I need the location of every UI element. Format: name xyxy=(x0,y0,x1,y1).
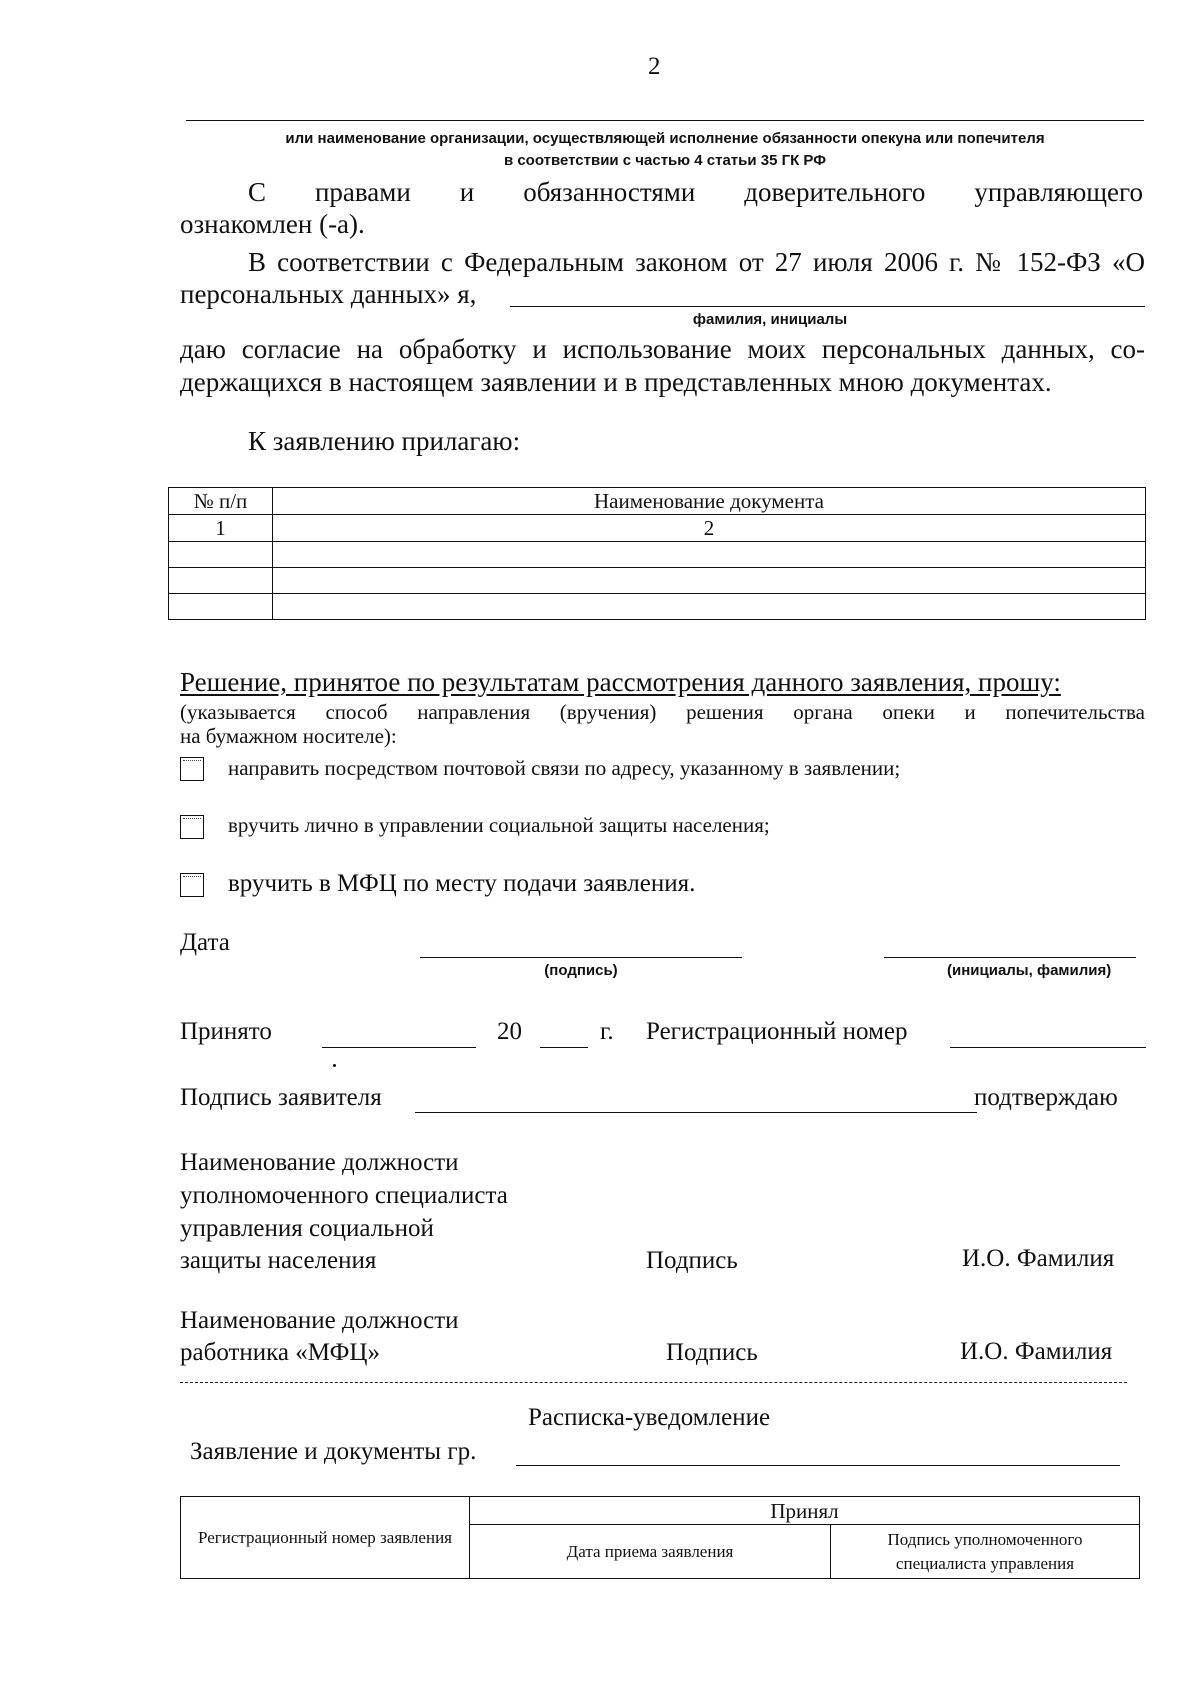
table-cell[interactable] xyxy=(273,542,1146,568)
sign-header-line: Подпись уполномоченного xyxy=(887,1529,1083,1549)
page-number: 2 xyxy=(648,53,661,80)
full-name-caption: фамилия, инициалы xyxy=(692,311,848,328)
table-row xyxy=(169,542,1146,568)
receipt-title: Расписка-уведомление xyxy=(528,1404,771,1431)
option-mail-label: направить посредством почтовой связи по адресу, указанному в заявлении; xyxy=(228,756,901,780)
applicant-signature-label: Подпись заявителя xyxy=(180,1084,382,1111)
table-header-row xyxy=(169,488,1146,515)
index-cell: 1 xyxy=(169,515,273,542)
consent-line-3: даю согласие на обработку и использование моих персональных данных, со- xyxy=(180,334,1145,364)
signature-field-line[interactable] xyxy=(420,957,742,958)
date-label: Дата xyxy=(180,929,230,956)
signature-caption: (подпись) xyxy=(544,962,618,979)
stray-dot xyxy=(333,1064,336,1067)
initials-field-line[interactable] xyxy=(884,957,1136,958)
attachments-table xyxy=(168,487,1146,620)
decision-title: Решение, принятое по результатам рассмотрения данного заявления, прошу: xyxy=(180,667,1061,697)
mfc-name: И.О. Фамилия xyxy=(960,1338,1113,1365)
accepted-label: Принято xyxy=(180,1018,272,1045)
specialist-line: защиты населения xyxy=(180,1247,377,1274)
table-cell[interactable] xyxy=(273,568,1146,594)
accept-date-header: Дата приема заявления xyxy=(470,1525,831,1579)
reg-number-field[interactable] xyxy=(950,1047,1146,1048)
applicant-signature-field[interactable] xyxy=(415,1112,977,1113)
table-index-row xyxy=(169,515,1146,542)
rights-word: доверительного xyxy=(744,177,926,207)
decision-note-2: на бумажном носителе): xyxy=(180,724,397,748)
mfc-signature: Подпись xyxy=(666,1339,758,1366)
col-header-document: Наименование документа xyxy=(273,488,1146,515)
guardian-org-line xyxy=(186,120,1144,121)
year-field[interactable] xyxy=(540,1047,588,1048)
decision-note-1: (указывается способ направления (вручения) решения органа опеки и попечительства xyxy=(180,700,1145,724)
rights-word: правами xyxy=(314,177,411,207)
accepted-date-field[interactable] xyxy=(322,1047,476,1048)
specialist-line: уполномоченного специалиста xyxy=(180,1182,508,1209)
col-header-number: № п/п xyxy=(169,488,273,515)
year-prefix: 20 xyxy=(497,1018,522,1045)
specialist-line: управления социальной xyxy=(180,1215,434,1242)
option-mfc-checkbox[interactable] xyxy=(180,873,204,897)
receipt-name-field[interactable] xyxy=(516,1465,1120,1466)
rights-word: управляющего xyxy=(974,177,1143,207)
option-in-person-label: вручить лично в управлении социальной защиты населения; xyxy=(228,813,770,837)
table-row xyxy=(169,594,1146,620)
rights-line-2: ознакомлен (-а). xyxy=(180,209,365,239)
consent-line-1: В соответствии с Федеральным законом от 27 июля 2006 г. № 152-ФЗ «О xyxy=(248,247,1145,277)
rights-word: С xyxy=(248,177,267,207)
specialist-sign-header xyxy=(831,1525,1140,1579)
mfc-line: Наименование должности xyxy=(180,1307,459,1334)
receipt-table xyxy=(180,1496,1140,1579)
consent-line-2: персональных данных» я, xyxy=(180,279,477,309)
mfc-line: работника «МФЦ» xyxy=(180,1339,380,1366)
option-mfc-label: вручить в МФЦ по месту подачи заявления. xyxy=(228,870,696,897)
full-name-field-line[interactable] xyxy=(510,306,1145,307)
table-row xyxy=(169,568,1146,594)
table-cell[interactable] xyxy=(169,542,273,568)
option-in-person-checkbox[interactable] xyxy=(180,815,204,839)
specialist-signature: Подпись xyxy=(646,1247,738,1274)
initials-caption: (инициалы, фамилия) xyxy=(947,962,1112,979)
confirm-label: подтверждаю xyxy=(974,1084,1118,1111)
accepted-header: Принял xyxy=(470,1497,1140,1525)
specialist-name: И.О. Фамилия xyxy=(962,1245,1115,1272)
sign-header-line: специалиста управления xyxy=(895,1553,1075,1573)
table-cell[interactable] xyxy=(169,568,273,594)
year-suffix: г. xyxy=(600,1018,614,1045)
table-cell[interactable] xyxy=(169,594,273,620)
attachments-label: К заявлению прилагаю: xyxy=(248,426,521,456)
specialist-line: Наименование должности xyxy=(180,1149,459,1176)
receipt-docs-label: Заявление и документы гр. xyxy=(190,1438,477,1465)
guardian-org-caption-1: или наименование организации, осуществляющей исполнение обязанности опекуна или попечителя xyxy=(285,130,1045,147)
rights-word: и xyxy=(459,177,475,207)
reg-number-header: Регистрационный номер заявления xyxy=(181,1497,470,1579)
index-cell: 2 xyxy=(273,515,1146,542)
table-cell[interactable] xyxy=(273,594,1146,620)
rights-line-1 xyxy=(248,176,1143,208)
rights-word: обязанностями xyxy=(523,177,696,207)
reg-number-label: Регистрационный номер xyxy=(646,1018,908,1045)
consent-line-4: держащихся в настоящем заявлении и в представленных мною документах. xyxy=(180,367,1052,397)
table-header-row xyxy=(181,1497,1140,1525)
cut-line xyxy=(180,1382,1127,1383)
option-mail-checkbox[interactable] xyxy=(180,757,204,781)
guardian-org-caption-2: в соответствии с частью 4 статьи 35 ГК РФ xyxy=(503,152,827,169)
